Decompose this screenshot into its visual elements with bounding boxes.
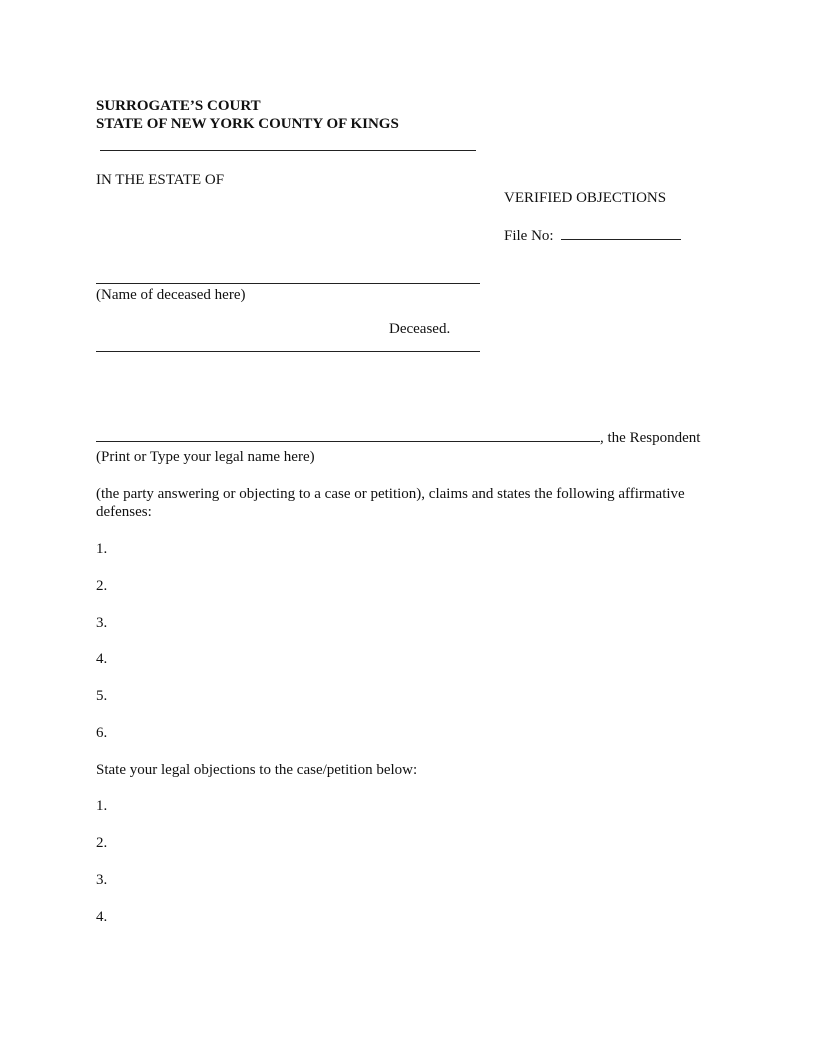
deceased-name-line[interactable]	[96, 283, 480, 284]
county-name: STATE OF NEW YORK COUNTY OF KINGS	[96, 116, 399, 132]
objections-heading: State your legal objections to the case/petition below:	[96, 762, 418, 778]
header-rule	[100, 150, 476, 151]
file-number-label: File No:	[504, 228, 554, 244]
file-number-field	[504, 227, 681, 245]
defense-item: 5.	[96, 688, 108, 704]
objection-item: 2.	[96, 835, 108, 851]
document-title: VERIFIED OBJECTIONS	[504, 190, 667, 206]
defense-item: 3.	[96, 615, 108, 631]
objection-item: 3.	[96, 872, 108, 888]
caption-bottom-rule	[96, 351, 480, 352]
respondent-statement: (the party answering or objecting to a case or petition), claims and states the following affirmative defenses:	[96, 486, 685, 520]
file-number-blank[interactable]	[561, 239, 681, 240]
defense-item: 6.	[96, 725, 108, 741]
respondent-suffix: , the Respondent	[600, 430, 701, 446]
respondent-name-blank[interactable]	[96, 441, 600, 442]
defense-item: 1.	[96, 541, 108, 557]
respondent-name-hint: (Print or Type your legal name here)	[96, 449, 315, 465]
deceased-name-hint: (Name of deceased here)	[96, 287, 246, 303]
court-name: SURROGATE’S COURT	[96, 98, 261, 114]
respondent-name-field	[96, 429, 700, 447]
objection-item: 1.	[96, 798, 108, 814]
defense-item: 4.	[96, 651, 108, 667]
objection-item: 4.	[96, 909, 108, 925]
deceased-label: Deceased.	[389, 321, 451, 337]
defense-item: 2.	[96, 578, 108, 594]
estate-label: IN THE ESTATE OF	[96, 172, 225, 188]
